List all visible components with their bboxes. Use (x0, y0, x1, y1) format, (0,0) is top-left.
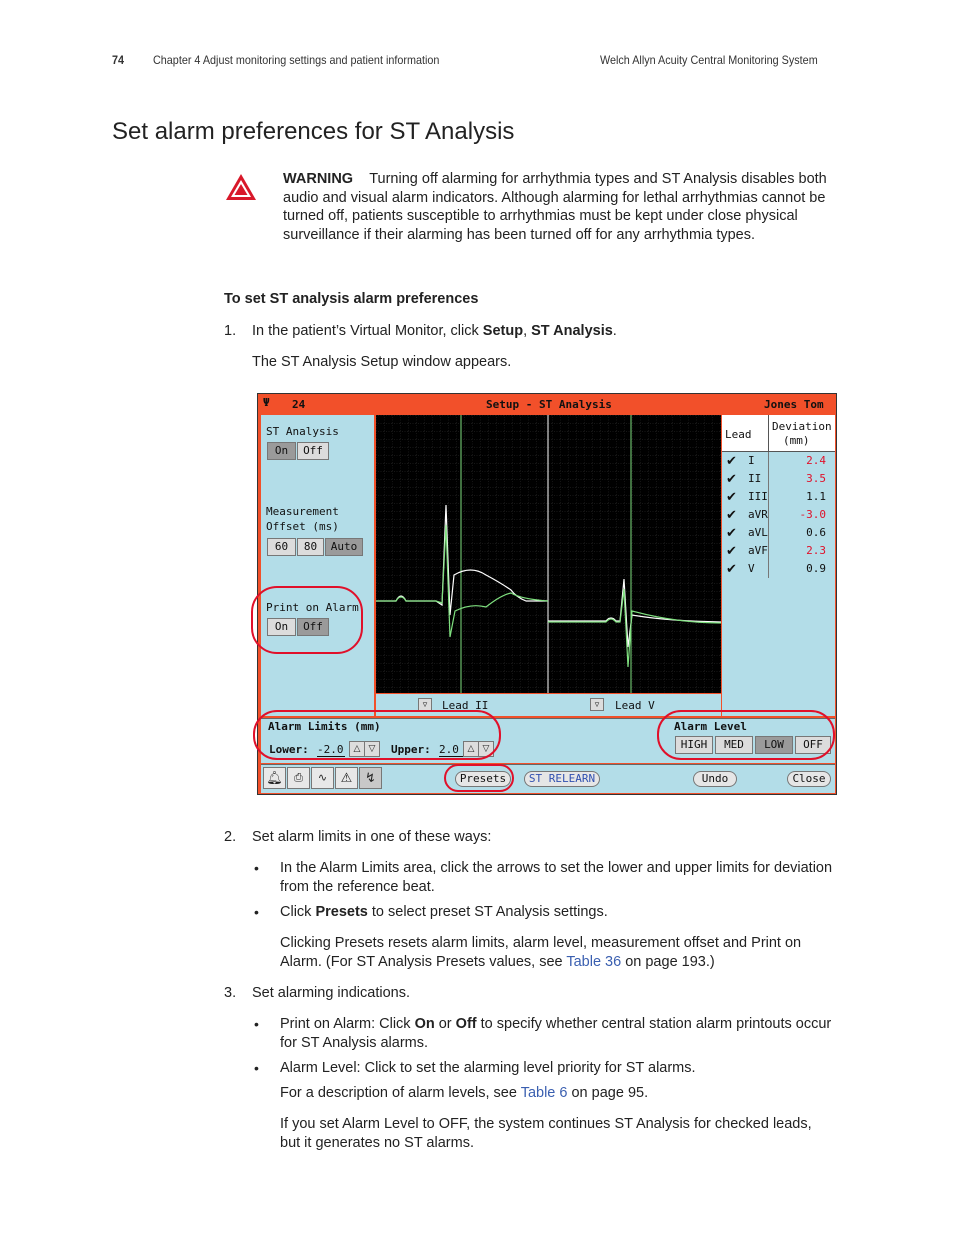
bullet-dot: • (254, 1016, 259, 1032)
alarm-limits-label: Alarm Limits (mm) (268, 720, 381, 733)
presets-button[interactable]: Presets (455, 771, 511, 787)
lead-header: Lead (725, 428, 752, 441)
step-3-text: Set alarming indications. (252, 985, 410, 1001)
step-1-number: 1. (224, 323, 237, 339)
lead-row (722, 560, 834, 578)
product-header: Welch Allyn Acuity Central Monitoring System (600, 53, 818, 67)
lead-name: III (748, 490, 768, 503)
step-2-text: Set alarm limits in one of these ways: (252, 829, 492, 845)
bottom-toolbar (261, 764, 835, 793)
procedure-title: To set ST analysis alarm preferences (224, 291, 479, 307)
bullet-dot: • (254, 904, 259, 920)
lead-table-column-line (768, 452, 769, 578)
checkmark-icon[interactable]: ✔ (726, 561, 737, 576)
lead-deviation: 0.9 (806, 562, 826, 575)
lead-name: aVL (748, 526, 768, 539)
lead-deviation-panel (722, 415, 835, 716)
lead-deviation: 3.5 (806, 472, 826, 485)
antenna-icon: Ψ (263, 396, 270, 409)
step-3-desc (280, 1084, 840, 1103)
lower-down-arrow-icon[interactable]: ▽ (364, 741, 380, 757)
lead-ii-label: Lead II (442, 699, 489, 712)
s3b1-off: Off (455, 1016, 477, 1032)
st-relearn-button[interactable]: ST RELEARN (524, 771, 600, 787)
lead-deviation: 0.6 (806, 526, 826, 539)
print-off-button[interactable]: Off (297, 618, 329, 636)
lead-row (722, 506, 834, 524)
lead-v-label: Lead V (615, 699, 655, 712)
s3b1-post: to specify whether central station alarm printouts occur for ST Analysis alarms. (280, 1016, 832, 1051)
s3b1-on: On (414, 1016, 435, 1032)
deviation-header: Deviation (772, 420, 832, 433)
chapter-header: Chapter 4 Adjust monitoring settings and patient information (153, 53, 440, 67)
alarm-settings-icon[interactable]: ⚠ (335, 767, 358, 789)
window-title: Setup - ST Analysis (486, 398, 612, 411)
annotation-circle-alarm-level (657, 710, 835, 760)
annotation-circle-print-on-alarm (251, 586, 363, 654)
upper-down-arrow-icon[interactable]: ▽ (478, 741, 494, 757)
deviation-unit: (mm) (783, 434, 810, 447)
alarm-level-off-button[interactable]: OFF (795, 736, 831, 754)
lead-name: I (748, 454, 755, 467)
lead-table-divider (768, 415, 769, 451)
alarm-level-med-button[interactable]: MED (715, 736, 753, 754)
step-2-bullet-1: In the Alarm Limits area, click the arrows to set the lower and upper limits for deviation from the reference beat. (280, 860, 833, 895)
lead-row (722, 488, 834, 506)
st-analysis-label: ST Analysis (266, 425, 339, 438)
bullet-2-post: to select preset ST Analysis settings. (367, 904, 608, 920)
step-2-bullet-2 (280, 903, 840, 922)
checkmark-icon[interactable]: ✔ (726, 525, 737, 540)
step-1-post: . (612, 323, 617, 339)
lower-value: -2.0 (317, 743, 344, 756)
st-analysis-on-button[interactable]: On (267, 442, 296, 460)
step-2-number: 2. (224, 829, 237, 845)
section-title: Set alarm preferences for ST Analysis (112, 118, 515, 145)
lead-row (722, 452, 834, 470)
offset-80-button[interactable]: 80 (297, 538, 324, 556)
st-analysis-off-button[interactable]: Off (297, 442, 329, 460)
ecg-waveform-graph (376, 415, 721, 693)
alarm-level-label: Alarm Level (674, 720, 747, 733)
lead-name: aVF (748, 544, 768, 557)
print-on-button[interactable]: On (267, 618, 296, 636)
annotation-circle-presets (444, 764, 514, 792)
lead-ii-dropdown-icon[interactable]: ▿ (418, 698, 432, 711)
lead-deviation: -3.0 (799, 508, 826, 521)
alarm-level-high-button[interactable]: HIGH (675, 736, 713, 754)
print-icon[interactable]: ⎙ (287, 767, 310, 789)
bullet-2-presets: Presets (315, 904, 368, 920)
upper-value: 2.0 (439, 743, 463, 757)
undo-button[interactable]: Undo (693, 771, 737, 787)
desc-post: on page 95. (567, 1085, 649, 1101)
bullet-2-pre: Click (280, 904, 316, 920)
upper-up-arrow-icon[interactable]: △ (463, 741, 479, 757)
s3b1-pre: Print on Alarm: Click (280, 1016, 415, 1032)
waveform-icon[interactable]: ∿ (311, 767, 334, 789)
lead-v-dropdown-icon[interactable]: ▿ (590, 698, 604, 711)
left-settings-panel (261, 415, 374, 716)
upper-label: Upper: (391, 743, 431, 756)
step-3-number: 3. (224, 985, 237, 1001)
lead-deviation: 2.4 (806, 454, 826, 467)
lower-label: Lower: (269, 743, 309, 756)
ecg-display (376, 415, 721, 693)
note-pre: Clicking Presets resets alarm limits, alarm level, measurement offset and Print on Alarm. (For ST Analysis Presets values, see (280, 935, 802, 970)
offset-auto-button[interactable]: Auto (325, 538, 363, 556)
alarm-bell-icon[interactable]: 🔔︎ (263, 767, 286, 789)
patient-name: Jones Tom (764, 398, 824, 411)
warning-icon (224, 172, 258, 207)
alarm-level-low-button[interactable]: LOW (755, 736, 793, 754)
table-6-link[interactable]: Table 6 (520, 1085, 568, 1101)
offset-60-button[interactable]: 60 (267, 538, 296, 556)
close-button[interactable]: Close (787, 771, 831, 787)
desc-pre: For a description of alarm levels, see (280, 1085, 521, 1101)
offset-label: Offset (ms) (266, 520, 339, 533)
lead-deviation: 2.3 (806, 544, 826, 557)
step-3-bullet-2: Alarm Level: Click to set the alarming level priority for ST alarms. (280, 1060, 696, 1076)
step-1-sep: , (523, 323, 532, 339)
checkmark-icon[interactable]: ✔ (726, 489, 737, 504)
bed-number: 24 (292, 398, 306, 411)
window-titlebar (258, 394, 836, 414)
tool-icon-group (263, 767, 383, 789)
lead-row (722, 470, 834, 488)
warning-body: Turning off alarming for arrhythmia types and ST Analysis disables both audio and visual alarm indicators. Although alarming for lethal arrhythmias cannot be turned off, patients susceptible to arrhythmias must be kept under close physical surveillance if their alarming has been turned off for any arrhythmia types. (283, 171, 827, 243)
lead-name: aVR (748, 508, 768, 521)
step-3-bullet-1 (280, 1015, 845, 1053)
checkmark-icon[interactable]: ✔ (726, 507, 737, 522)
step-1-text (252, 322, 617, 341)
step-2-note (280, 934, 845, 972)
measurement-label: Measurement (266, 505, 339, 518)
bullet-dot: • (254, 1060, 259, 1076)
lead-name: V (748, 562, 755, 575)
annotation-circle-alarm-limits (253, 710, 501, 760)
lead-row (722, 524, 834, 542)
warning-label: WARNING (283, 171, 354, 187)
lead-name: II (748, 472, 762, 485)
s3b1-mid: or (434, 1016, 456, 1032)
lead-row (722, 542, 834, 560)
checkmark-icon[interactable]: ✔ (726, 543, 737, 558)
st-analysis-icon[interactable]: ↯ (359, 767, 382, 789)
lead-table-header (722, 415, 835, 452)
step-1-setup: Setup (482, 323, 524, 339)
checkmark-icon[interactable]: ✔ (726, 471, 737, 486)
table-36-link[interactable]: Table 36 (566, 954, 622, 970)
warning-text (283, 170, 843, 244)
note-post: on page 193.) (621, 954, 715, 970)
step-1-pre: In the patient’s Virtual Monitor, click (252, 323, 483, 339)
page-number: 74 (112, 53, 125, 67)
checkmark-icon[interactable]: ✔ (726, 453, 737, 468)
print-on-alarm-label: Print on Alarm (266, 601, 359, 614)
step-1-result: The ST Analysis Setup window appears. (252, 354, 512, 370)
lower-up-arrow-icon[interactable]: △ (349, 741, 365, 757)
step-3-off-note: If you set Alarm Level to OFF, the system continues ST Analysis for checked leads, but it generates no ST alarms. (280, 1116, 812, 1151)
bullet-dot: • (254, 860, 259, 876)
step-1-st-analysis: ST Analysis (531, 323, 613, 339)
lead-deviation: 1.1 (806, 490, 826, 503)
